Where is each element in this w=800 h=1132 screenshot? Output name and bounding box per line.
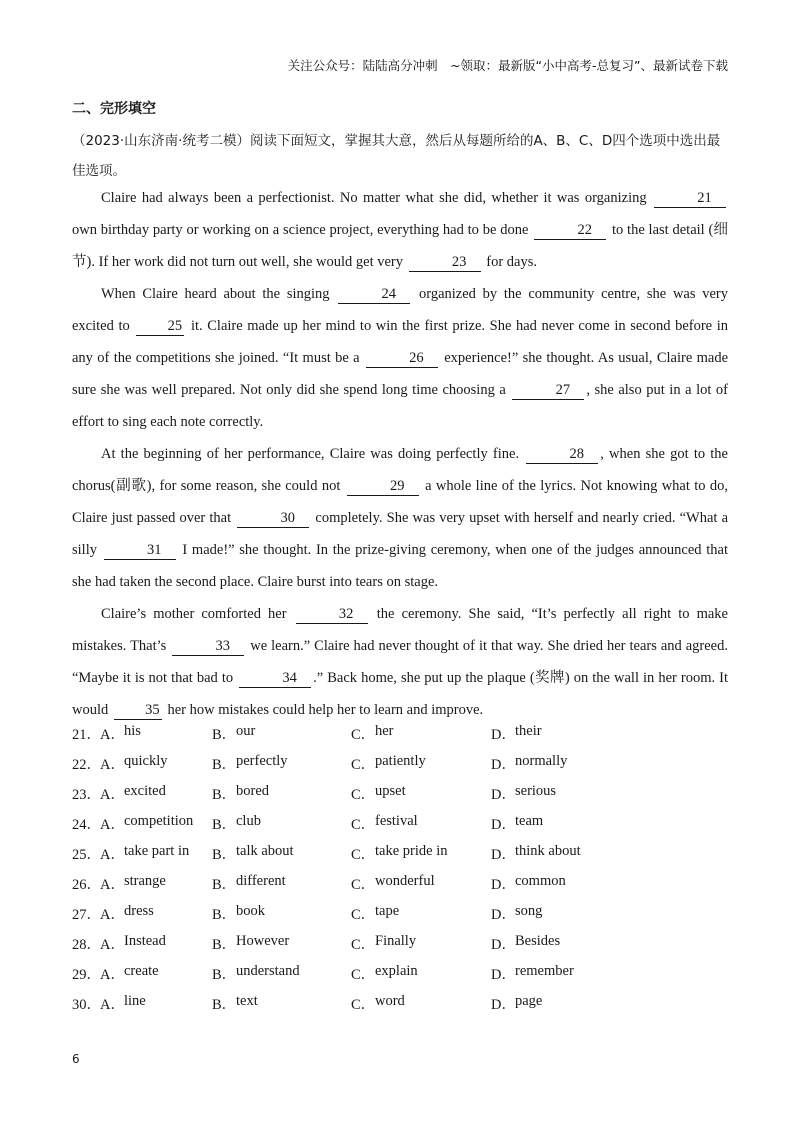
option-letter: A． [100,816,125,833]
option-text: talk about [236,842,294,859]
option-b [212,843,351,864]
instructions: （2023·山东济南·统考二模）阅读下面短文，掌握其大意，然后从每题所给的A、B、C、D四个选项中选出最佳选项。 [72,133,721,179]
option-letter: C． [351,786,376,803]
option-letter: A． [100,996,125,1013]
option-text: take part in [124,842,190,859]
blank-27: 27 [512,382,584,400]
option-b [212,933,351,954]
option-letter: D． [491,846,516,863]
option-letter: C． [351,936,376,953]
question-row [72,808,728,838]
option-text: their [515,722,542,739]
question-number: 28． [72,936,101,953]
option-d [491,933,631,954]
option-letter: D． [491,876,516,893]
option-text: think about [515,842,581,859]
option-letter: A． [100,756,125,773]
option-letter: C． [351,966,376,983]
option-text: common [515,872,566,889]
blank-31: 31 [104,542,176,560]
option-text: our [236,722,256,739]
option-a [100,843,212,864]
option-letter: C． [351,726,376,743]
question-number: 24． [72,816,101,833]
blank-22: 22 [534,222,606,240]
option-letter: B． [212,996,237,1013]
option-letter: B． [212,966,237,983]
option-text: line [124,992,146,1009]
option-text: dress [124,902,154,919]
option-b [212,783,351,804]
option-letter: D． [491,906,516,923]
option-letter: A． [100,786,125,803]
option-letter: A． [100,936,125,953]
option-letter: D． [491,756,516,773]
question-row [72,868,728,898]
blank-25: 25 [136,318,184,336]
option-text: song [515,902,543,919]
question-row [72,718,728,748]
page-number: 6 [72,1052,80,1066]
option-letter: D． [491,996,516,1013]
option-a [100,813,212,834]
option-letter: C． [351,816,376,833]
option-letter: B． [212,756,237,773]
option-d [491,753,631,774]
paragraph-3: At the beginning of her performance, Claire was doing perfectly fine. 28 , when she got to the chorus(副歌), for some reason, she could not 29 a whole line of the lyrics. Not knowing what to do, Claire just passed over that 30 completely. She was very upset with herself and nearly cried. “What a silly 31 I made!” she thought. In the prize-giving ceremony, when one of the judges announced that she had taken the second place. Claire burst into tears on stage. [72,446,729,590]
paragraph-2: When Claire heard about the singing 24 organized by the community centre, she was very excited to 25 it. Claire made up her mind to win the first prize. She had never come in second before in any of the competitions she joined. “It must be a 26 experience!” she thought. As usual, Claire made sure she was well prepared. Not only did she spend long time choosing a 27 , she also put in a lot of effort to sing each note correctly. [72,286,729,430]
option-b [212,813,351,834]
option-letter: B． [212,876,237,893]
option-text: quickly [124,752,168,769]
option-text: Finally [375,932,417,949]
option-a [100,903,212,924]
option-text: understand [236,962,300,979]
option-letter: B． [212,846,237,863]
option-a [100,723,212,744]
option-c [351,813,491,834]
option-d [491,963,631,984]
option-text: team [515,812,544,829]
option-letter: A． [100,876,125,893]
option-text: remember [515,962,574,979]
question-number: 25． [72,846,101,863]
question-row [72,958,728,988]
option-text: page [515,992,543,1009]
option-c [351,873,491,894]
option-letter: C． [351,846,376,863]
blank-34: 34 [239,670,311,688]
option-b [212,963,351,984]
option-c [351,963,491,984]
option-text: perfectly [236,752,288,769]
option-text: his [124,722,141,739]
question-row [72,988,728,1018]
option-b [212,753,351,774]
option-text: different [236,872,286,889]
section-title: 二、完形填空 [72,101,156,117]
page-header: 关注公众号：陆陆高分冲刺 ~领取：最新版“小中高考-总复习”、最新试卷下载 [287,58,728,73]
option-a [100,783,212,804]
option-letter: B． [212,816,237,833]
option-text: strange [124,872,166,889]
option-d [491,873,631,894]
option-letter: B． [212,936,237,953]
question-number: 30． [72,996,101,1013]
question-row [72,778,728,808]
option-text: take pride in [375,842,448,859]
option-d [491,813,631,834]
question-number: 26． [72,876,101,893]
question-row [72,928,728,958]
blank-21: 21 [654,190,726,208]
option-text: Besides [515,932,561,949]
option-text: festival [375,812,418,829]
blank-26: 26 [366,350,438,368]
option-text: word [375,992,405,1009]
option-c [351,753,491,774]
paragraph-4: Claire’s mother comforted her 32 the ceremony. She said, “It’s perfectly all right to make mistakes. That’s 33 we learn.” Claire had never thought of it that way. She dried her tears and agreed. “Maybe it is not that bad to 34 .” Back home, she put up the plaque (奖牌) on the wall in her room. It would 35 her how mistakes could help her to learn and improve. [72,606,728,718]
option-c [351,933,491,954]
question-number: 22． [72,756,101,773]
option-text: her [375,722,394,739]
option-letter: B． [212,906,237,923]
option-letter: D． [491,726,516,743]
question-row [72,898,728,928]
passage [72,182,728,726]
option-letter: D． [491,816,516,833]
option-text: bored [236,782,270,799]
option-text: club [236,812,261,829]
option-letter: A． [100,846,125,863]
option-text: However [236,932,290,949]
option-d [491,993,631,1014]
option-b [212,993,351,1014]
option-letter: B． [212,786,237,803]
option-d [491,723,631,744]
option-text: create [124,962,159,979]
option-text: excited [124,782,166,799]
option-text: normally [515,752,568,769]
option-letter: C． [351,756,376,773]
option-letter: C． [351,996,376,1013]
blank-24: 24 [338,286,410,304]
option-d [491,903,631,924]
options-list [72,718,728,1018]
option-letter: B． [212,726,237,743]
option-c [351,993,491,1014]
option-text: competition [124,812,194,829]
blank-33: 33 [172,638,244,656]
question-row [72,748,728,778]
option-letter: C． [351,876,376,893]
option-b [212,723,351,744]
option-a [100,873,212,894]
option-d [491,843,631,864]
option-text: tape [375,902,400,919]
option-letter: D． [491,966,516,983]
question-row [72,838,728,868]
blank-32: 32 [296,606,368,624]
option-a [100,993,212,1014]
blank-23: 23 [409,254,481,272]
option-a [100,963,212,984]
option-letter: D． [491,936,516,953]
blank-30: 30 [237,510,309,528]
option-b [212,903,351,924]
option-c [351,723,491,744]
question-number: 23． [72,786,101,803]
blank-35: 35 [114,702,162,720]
question-number: 21． [72,726,101,743]
option-a [100,933,212,954]
option-c [351,843,491,864]
option-text: text [236,992,258,1009]
option-letter: A． [100,726,125,743]
option-text: book [236,902,265,919]
option-d [491,783,631,804]
option-b [212,873,351,894]
option-letter: D． [491,786,516,803]
blank-29: 29 [347,478,419,496]
option-text: patiently [375,752,426,769]
option-c [351,903,491,924]
blank-28: 28 [526,446,598,464]
option-text: explain [375,962,418,979]
option-a [100,753,212,774]
option-letter: A． [100,906,125,923]
option-text: serious [515,782,557,799]
option-letter: C． [351,906,376,923]
option-text: Instead [124,932,166,949]
option-text: wonderful [375,872,435,889]
question-number: 27． [72,906,101,923]
paragraph-1: Claire had always been a perfectionist. No matter what she did, whether it was organizing 21 own birthday party or working on a science project, everything had to be done 22 to the last detail (细节). If her work did not turn out well, she would get very 23 for days. [72,190,728,270]
option-c [351,783,491,804]
option-letter: A． [100,966,125,983]
option-text: upset [375,782,406,799]
question-number: 29． [72,966,101,983]
